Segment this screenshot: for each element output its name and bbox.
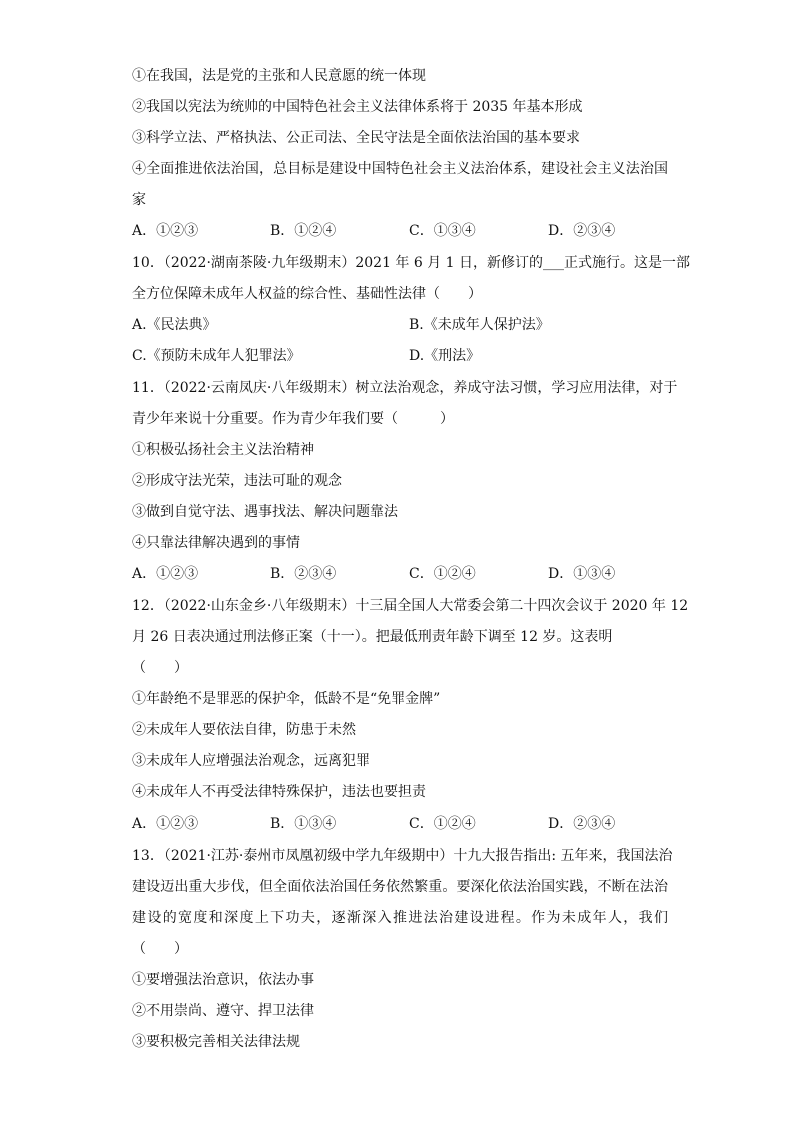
- q9-statement-1: ①在我国，法是党的主张和人民意愿的统一体现: [132, 68, 426, 84]
- q12-stem-line-1: 12．（2022·山东金乡·八年级期末）十三届全国人大常委会第二十四次会议于 2020 年 12: [132, 598, 689, 614]
- q11-statement-2: ②形成守法光荣，违法可耻的观念: [132, 473, 342, 489]
- q13-stem-line-1: 13．（2021·江苏·泰州市凤凰初级中学九年级期中）十九大报告指出: 五年来，我国法治: [132, 848, 673, 864]
- q12-stem-line-3: （ ）: [132, 660, 188, 676]
- q9-statement-4: ④全面推进依法治国，总目标是建设中国特色社会主义法治体系，建设社会主义法治国: [132, 161, 668, 177]
- q11-statement-3: ③做到自觉守法、遇事找法、解决问题靠法: [132, 504, 398, 520]
- q12-option-c[interactable]: C．①②④: [409, 816, 476, 832]
- q9-statement-4-tail: 家: [132, 192, 146, 208]
- q11-option-d[interactable]: D．①③④: [548, 566, 616, 582]
- q10-options-row-1: [132, 314, 668, 336]
- q13-statement-2: ②不用崇尚、遵守、捍卫法律: [132, 1003, 314, 1019]
- q13-statement-3: ③要积极完善相关法律法规: [132, 1034, 300, 1050]
- q11-option-a[interactable]: A．①②③: [132, 566, 199, 582]
- q9-option-c[interactable]: C．①③④: [409, 223, 476, 239]
- q9-option-b[interactable]: B．①②④: [270, 223, 337, 239]
- q11-statement-4: ④只靠法律解决遇到的事情: [132, 535, 300, 551]
- q10-stem-line-1: 10．（2022·湖南茶陵·九年级期末）2021 年 6 月 1 日，新修订的___正式施行。这是一部: [132, 255, 691, 271]
- q13-statement-1: ①要增强法治意识，依法办事: [132, 972, 314, 988]
- q10-option-b[interactable]: B.《未成年人保护法》: [409, 317, 550, 333]
- q10-options-row-2: [132, 345, 668, 367]
- q11-option-b[interactable]: B．②③④: [270, 566, 337, 582]
- q11-option-c[interactable]: C．①②④: [409, 566, 476, 582]
- q9-option-d[interactable]: D．②③④: [548, 223, 616, 239]
- q11-stem-line-1: 11．（2022·云南凤庆·八年级期末）树立法治观念，养成守法习惯，学习应用法律，对于: [132, 380, 678, 396]
- q9-statement-2: ②我国以宪法为统帅的中国特色社会主义法律体系将于 2035 年基本形成: [132, 99, 583, 115]
- q9-option-a[interactable]: A．①②③: [132, 223, 199, 239]
- q10-option-d[interactable]: D.《刑法》: [409, 348, 481, 364]
- q11-options: [132, 563, 668, 585]
- q12-option-b[interactable]: B．①③④: [270, 816, 337, 832]
- q10-option-c[interactable]: C.《预防未成年人犯罪法》: [132, 348, 301, 364]
- q13-stem-line-4: （ ）: [132, 941, 188, 957]
- q12-statement-4: ④未成年人不再受法律特殊保护，违法也要担责: [132, 784, 426, 800]
- q12-option-d[interactable]: D．②③④: [548, 816, 616, 832]
- q10-option-a[interactable]: A.《民法典》: [132, 317, 217, 333]
- q13-stem-line-2: 建设迈出重大步伐，但全面依法治国任务依然繁重。要深化依法治国实践，不断在法治: [132, 879, 668, 895]
- q9-options: [132, 220, 668, 242]
- q9-statement-3: ③科学立法、严格执法、公正司法、全民守法是全面依法治国的基本要求: [132, 130, 580, 146]
- q11-stem-line-2: 青少年来说十分重要。作为青少年我们要（ ）: [132, 411, 454, 427]
- q12-statement-3: ③未成年人应增强法治观念，远离犯罪: [132, 753, 370, 769]
- q12-statement-1: ①年龄绝不是罪恶的保护伞，低龄不是“免罪金牌”: [132, 691, 441, 707]
- q11-statement-1: ①积极弘扬社会主义法治精神: [132, 442, 314, 458]
- q10-stem-line-2: 全方位保障未成年人权益的综合性、基础性法律（ ）: [132, 286, 482, 302]
- q12-stem-line-2: 月 26 日表决通过刑法修正案（十一）。把最低刑责年龄下调至 12 岁。这表明: [132, 629, 613, 645]
- q12-option-a[interactable]: A．①②③: [132, 816, 199, 832]
- q13-stem-line-3: 建设的宽度和深度上下功夫，逐渐深入推进法治建设进程。作为未成年人，我们: [132, 910, 668, 926]
- q12-options: [132, 813, 668, 835]
- q12-statement-2: ②未成年人要依法自律，防患于未然: [132, 722, 356, 738]
